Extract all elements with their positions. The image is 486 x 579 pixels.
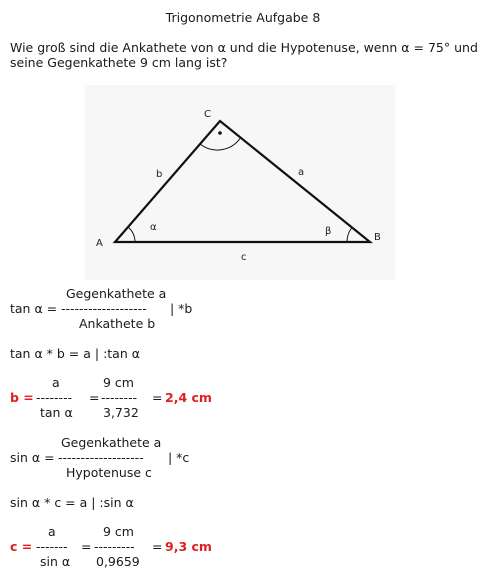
c-result: 9,3 cm bbox=[165, 539, 212, 554]
b-fraction-line-2: -------- bbox=[101, 390, 138, 405]
side-label-c: c bbox=[241, 252, 247, 263]
vertex-label-A: A bbox=[96, 238, 103, 249]
sin-denominator: Hypotenuse c bbox=[66, 465, 152, 480]
b-equals-1: = bbox=[89, 390, 100, 405]
b-lhs: b = bbox=[10, 390, 34, 405]
figure-background bbox=[85, 85, 395, 280]
c-den-value: 0,9659 bbox=[96, 554, 140, 569]
c-den-sin: sin α bbox=[40, 554, 71, 569]
angle-label-alpha: α bbox=[150, 222, 157, 233]
b-num-value: 9 cm bbox=[103, 375, 134, 390]
question-line-2: seine Gegenkathete 9 cm lang ist? bbox=[10, 55, 228, 70]
c-num-value: 9 cm bbox=[103, 524, 134, 539]
c-lhs: c = bbox=[10, 539, 33, 554]
b-fraction-line-1: -------- bbox=[36, 390, 73, 405]
c-num-a: a bbox=[48, 524, 56, 539]
vertex-label-B: B bbox=[374, 232, 381, 243]
c-equals-2: = bbox=[152, 539, 163, 554]
question-line-1: Wie groß sind die Ankathete von α und die Hypotenuse, wenn α = 75° und bbox=[10, 40, 478, 55]
side-label-b: b bbox=[156, 169, 163, 180]
side-label-a: a bbox=[298, 167, 305, 178]
b-den-value: 3,732 bbox=[103, 405, 139, 420]
sin-operation: | *c bbox=[168, 450, 190, 465]
b-equals-2: = bbox=[152, 390, 163, 405]
c-equals-1: = bbox=[81, 539, 92, 554]
tan-denominator: Ankathete b bbox=[79, 316, 156, 331]
c-fraction-line-1: ------- bbox=[36, 539, 68, 554]
page-title: Trigonometrie Aufgabe 8 bbox=[165, 10, 321, 25]
sin-rearranged: sin α * c = a | :sin α bbox=[10, 495, 134, 510]
b-result: 2,4 cm bbox=[165, 390, 212, 405]
b-num-a: a bbox=[52, 375, 60, 390]
tan-lhs: tan α = bbox=[10, 301, 58, 316]
tan-operation: | *b bbox=[170, 301, 193, 316]
right-angle-dot bbox=[218, 131, 222, 135]
tan-rearranged: tan α * b = a | :tan α bbox=[10, 346, 140, 361]
sin-numerator: Gegenkathete a bbox=[61, 435, 162, 450]
tan-numerator: Gegenkathete a bbox=[66, 286, 167, 301]
sin-fraction-line: ------------------- bbox=[58, 450, 144, 465]
c-fraction-line-2: --------- bbox=[94, 539, 135, 554]
angle-label-beta: β bbox=[325, 226, 332, 237]
tan-fraction-line: ------------------- bbox=[61, 301, 147, 316]
b-den-tan: tan α bbox=[40, 405, 73, 420]
sin-lhs: sin α = bbox=[10, 450, 55, 465]
vertex-label-C: C bbox=[204, 109, 211, 120]
